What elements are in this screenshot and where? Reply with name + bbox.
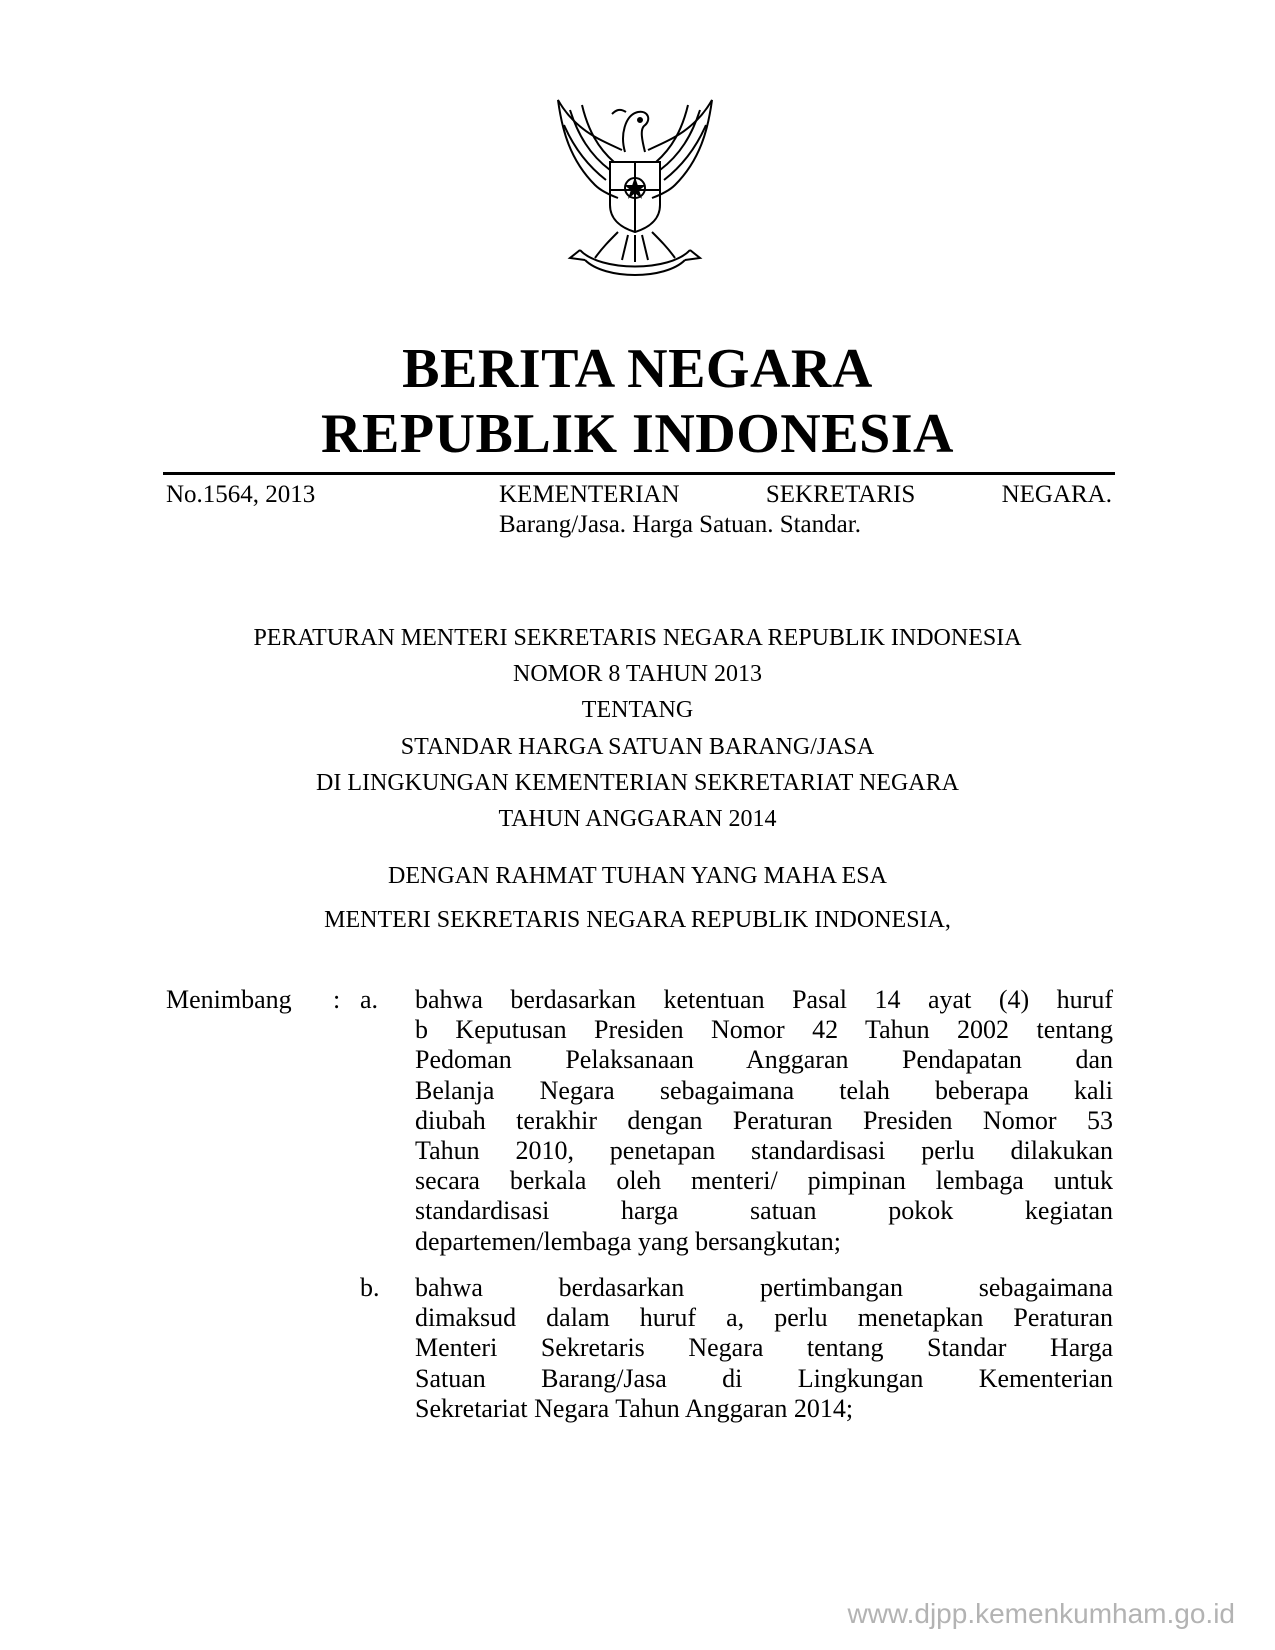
paragraph-line: Sekretariat Negara Tahun Anggaran 2014; — [415, 1393, 854, 1423]
paragraph-line: bahwa berdasarkan ketentuan Pasal 14 ayat (4) huruf — [415, 985, 1113, 1014]
subject-word: KEMENTERIAN — [499, 481, 680, 508]
subject-keywords: Barang/Jasa. Harga Satuan. Standar. — [499, 511, 861, 538]
paragraph-line: standardisasi harga satuan pokok kegiatan — [415, 1196, 1113, 1226]
consideration-item-b — [415, 1273, 1113, 1424]
regulation-heading — [0, 620, 1275, 837]
paragraph-line: Belanja Negara sebagaimana telah beberapa kali — [415, 1075, 1113, 1105]
gazette-number: No.1564, 2013 — [166, 481, 316, 508]
paragraph-line: Pedoman Pelaksanaan Anggaran Pendapatan dan — [415, 1045, 1113, 1075]
paragraph-line: Satuan Barang/Jasa di Lingkungan Kementerian — [415, 1363, 1113, 1393]
considerations-label: Menimbang — [166, 985, 292, 1014]
masthead-title-line1: BERITA NEGARA — [402, 338, 873, 400]
invocation: DENGAN RAHMAT TUHAN YANG MAHA ESA — [388, 863, 887, 889]
preamble — [0, 854, 1275, 942]
paragraph-line: dimaksud dalam huruf a, perlu menetapkan Peraturan — [415, 1303, 1113, 1333]
heading-line: NOMOR 8 TAHUN 2013 — [513, 661, 762, 688]
source-watermark: www.djpp.kemenkumham.go.id — [847, 1598, 1235, 1629]
subject-word: NEGARA. — [1001, 481, 1112, 508]
masthead-title-line2: REPUBLIK INDONESIA — [321, 403, 954, 465]
heading-line: PERATURAN MENTERI SEKRETARIS NEGARA REPUBLIK INDONESIA — [253, 625, 1022, 651]
subject-word: SEKRETARIS — [765, 481, 916, 508]
paragraph-line: departemen/lembaga yang bersangkutan; — [415, 1226, 841, 1256]
heading-line: TAHUN ANGGARAN 2014 — [498, 806, 777, 833]
masthead-divider — [163, 472, 1115, 475]
garuda-emblem-icon — [540, 90, 730, 290]
authority: MENTERI SEKRETARIS NEGARA REPUBLIK INDONESIA, — [324, 907, 951, 933]
heading-line: STANDAR HARGA SATUAN BARANG/JASA — [400, 733, 875, 760]
paragraph-line: Menteri Sekretaris Negara tentang Standar Harga — [415, 1333, 1113, 1363]
considerations-colon: : — [333, 985, 341, 1014]
item-letter: a. — [360, 985, 379, 1014]
gazette-subject — [499, 480, 1112, 540]
consideration-item-a — [415, 985, 1113, 1257]
heading-line: TENTANG — [581, 697, 694, 724]
paragraph-line: b Keputusan Presiden Nomor 42 Tahun 2002 tentang — [415, 1015, 1113, 1045]
heading-line: DI LINGKUNGAN KEMENTERIAN SEKRETARIAT NEGARA — [316, 769, 959, 796]
paragraph-line: diubah terakhir dengan Peraturan Presiden Nomor 53 — [415, 1105, 1113, 1135]
paragraph-line: Tahun 2010, penetapan standardisasi perlu dilakukan — [415, 1136, 1113, 1166]
item-letter: b. — [360, 1273, 380, 1302]
paragraph-line: bahwa berdasarkan pertimbangan sebagaimana — [415, 1273, 1113, 1302]
paragraph-line: secara berkala oleh menteri/ pimpinan lembaga untuk — [415, 1166, 1113, 1196]
